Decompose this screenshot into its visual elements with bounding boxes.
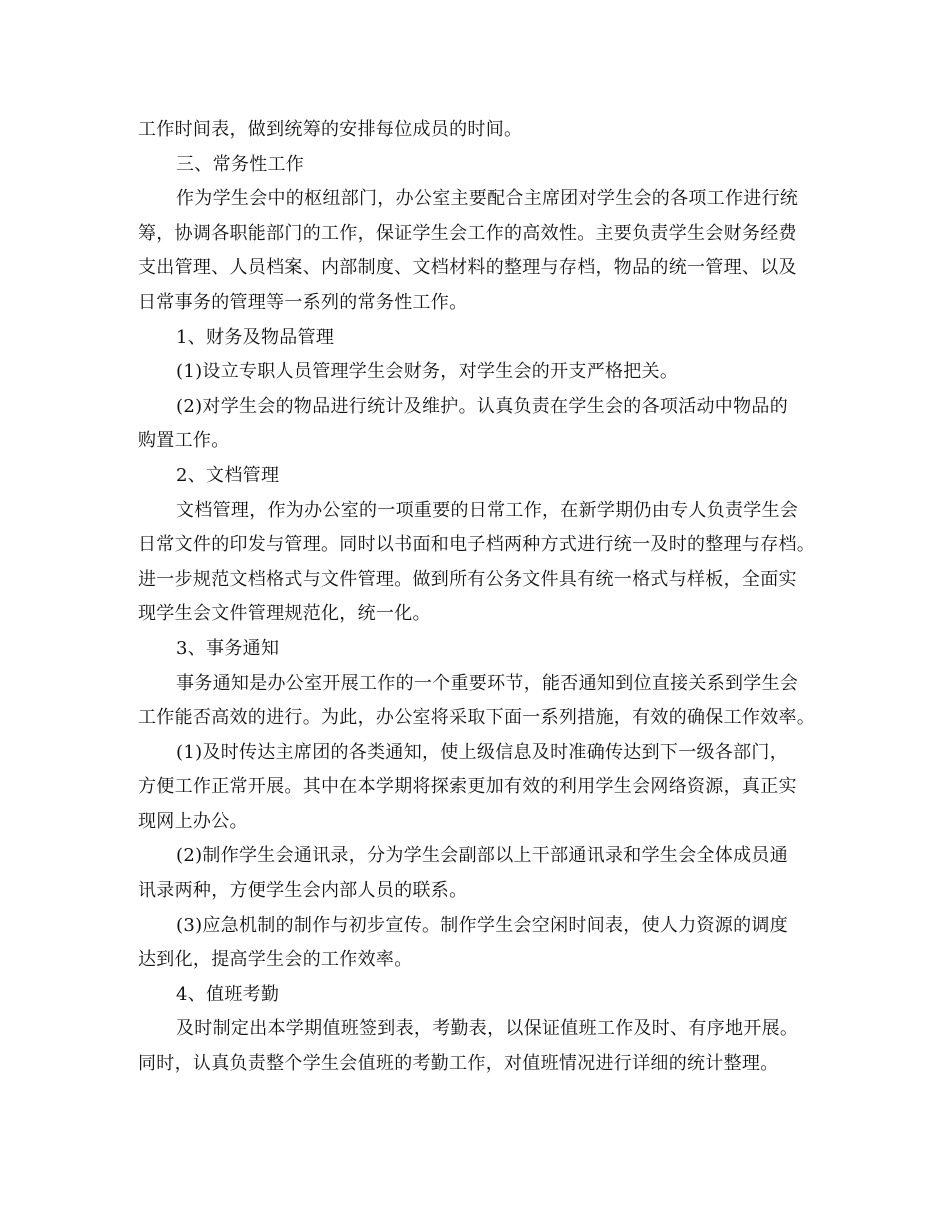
text-line: 3、事务通知 — [176, 637, 280, 659]
text-line: 2、文档管理 — [176, 464, 280, 486]
text-line: 进一步规范文档格式与文件管理。做到所有公务文件具有统一格式与样板，全面实 — [138, 568, 797, 590]
text-line: (1)设立专职人员管理学生会财务，对学生会的开支严格把关。 — [176, 361, 679, 383]
text-line: 三、常务性工作 — [176, 153, 305, 175]
document-body — [138, 113, 818, 1082]
text-line: (3)应急机制的制作与初步宣传。制作学生会空闲时间表，使人力资源的调度 — [176, 914, 788, 936]
text-line: 作为学生会中的枢纽部门，办公室主要配合主席团对学生会的各项工作进行统 — [176, 188, 799, 210]
text-line: 及时制定出本学期值班签到表，考勤表，以保证值班工作及时、有序地开展。 — [176, 1018, 799, 1040]
text-line: 方便工作正常开展。其中在本学期将探索更加有效的利用学生会网络资源，真正实 — [138, 776, 797, 798]
text-line: 达到化，提高学生会的工作效率。 — [138, 949, 413, 971]
text-line: 日常文件的印发与管理。同时以书面和电子档两种方式进行统一及时的整理与存档。 — [138, 534, 816, 556]
text-line: (1)及时传达主席团的各类通知，使上级信息及时准确传达到下一级各部门， — [176, 741, 788, 763]
text-line: 购置工作。 — [138, 430, 230, 452]
text-line: 现学生会文件管理规范化，统一化。 — [138, 603, 431, 625]
text-line: 1、财务及物品管理 — [176, 326, 335, 348]
text-line: 现网上办公。 — [138, 810, 248, 832]
text-line: 工作能否高效的进行。为此，办公室将采取下面一系列措施，有效的确保工作效率。 — [138, 707, 816, 729]
text-line: 文档管理，作为办公室的一项重要的日常工作，在新学期仍由专人负责学生会 — [176, 499, 799, 521]
text-line: (2)制作学生会通讯录，分为学生会副部以上干部通讯录和学生会全体成员通 — [176, 845, 788, 867]
text-line: (2)对学生会的物品进行统计及维护。认真负责在学生会的各项活动中物品的 — [176, 395, 788, 417]
text-line: 4、值班考勤 — [176, 983, 280, 1005]
text-line: 筹，协调各职能部门的工作，保证学生会工作的高效性。主要负责学生会财务经费 — [138, 222, 797, 244]
text-line: 工作时间表，做到统筹的安排每位成员的时间。 — [138, 119, 523, 140]
text-line: 日常事务的管理等一系列的常务性工作。 — [138, 291, 468, 313]
text-line: 事务通知是办公室开展工作的一个重要环节，能否通知到位直接关系到学生会 — [176, 672, 799, 694]
text-line: 同时，认真负责整个学生会值班的考勤工作，对值班情况进行详细的统计整理。 — [138, 1053, 779, 1075]
text-line: 讯录两种，方便学生会内部人员的联系。 — [138, 880, 468, 902]
text-line: 支出管理、人员档案、内部制度、文档材料的整理与存档，物品的统一管理、以及 — [138, 257, 797, 279]
